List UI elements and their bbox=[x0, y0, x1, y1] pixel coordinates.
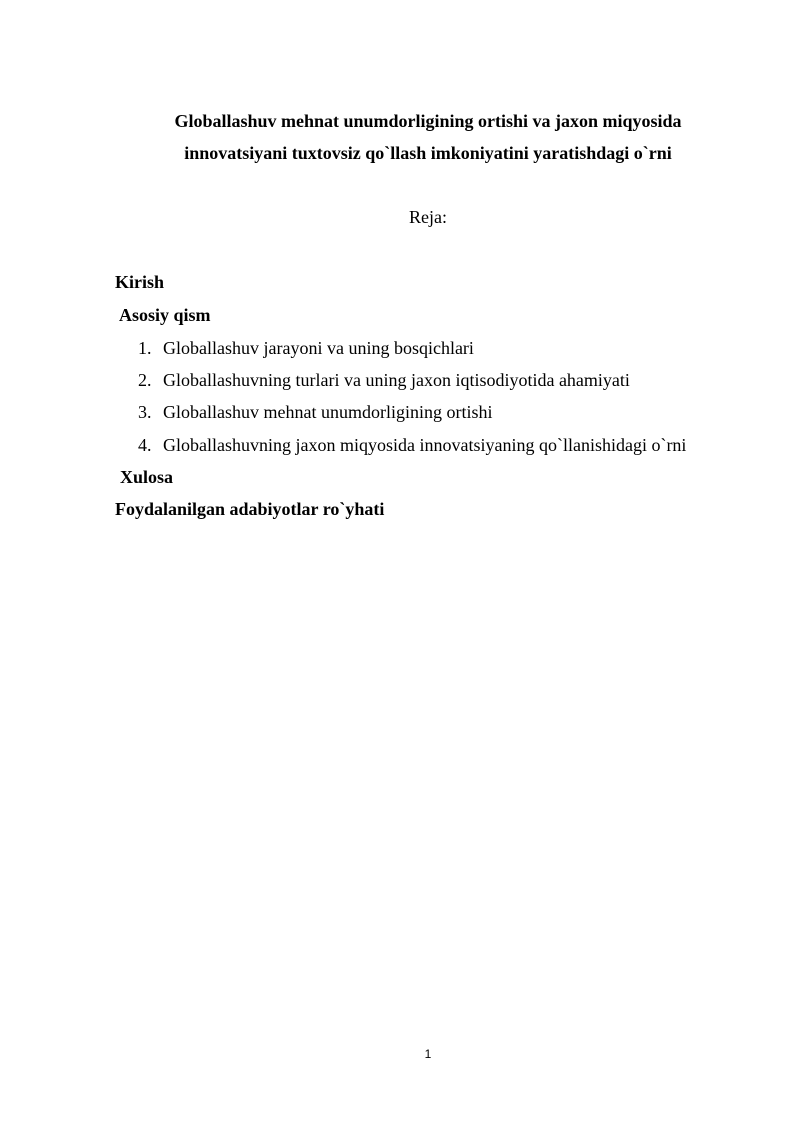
list-item-text: Globallashuvning jaxon miqyosida innovatsiyaning qo`llanishidagi o`rni bbox=[163, 435, 687, 455]
title-line-1: Globallashuv mehnat unumdorligining ortishi va jaxon miqyosida bbox=[174, 111, 682, 131]
list-item-number: 4. bbox=[138, 435, 152, 455]
references-heading: Foydalanilgan adabiyotlar ro`yhati bbox=[115, 499, 385, 519]
intro-heading: Kirish bbox=[115, 272, 165, 292]
title-line-2: innovatsiyani tuxtovsiz qo`llash imkoniyatini yaratishdagi o`rni bbox=[184, 143, 672, 163]
list-item-number: 3. bbox=[138, 402, 152, 422]
document-title bbox=[100, 105, 756, 169]
list-item-number: 1. bbox=[138, 338, 152, 358]
list-item-text: Globallashuvning turlari va uning jaxon iqtisodiyotida ahamiyati bbox=[163, 370, 630, 390]
list-item-text: Globallashuv mehnat unumdorligining ortishi bbox=[163, 402, 493, 422]
page-number: 1 bbox=[424, 1047, 432, 1061]
main-part-heading: Asosiy qism bbox=[119, 305, 211, 325]
list-item-number: 2. bbox=[138, 370, 152, 390]
conclusion-heading: Xulosa bbox=[120, 467, 174, 487]
list-item-text: Globallashuv jarayoni va uning bosqichlari bbox=[163, 338, 474, 358]
plan-heading: Reja: bbox=[409, 207, 447, 227]
